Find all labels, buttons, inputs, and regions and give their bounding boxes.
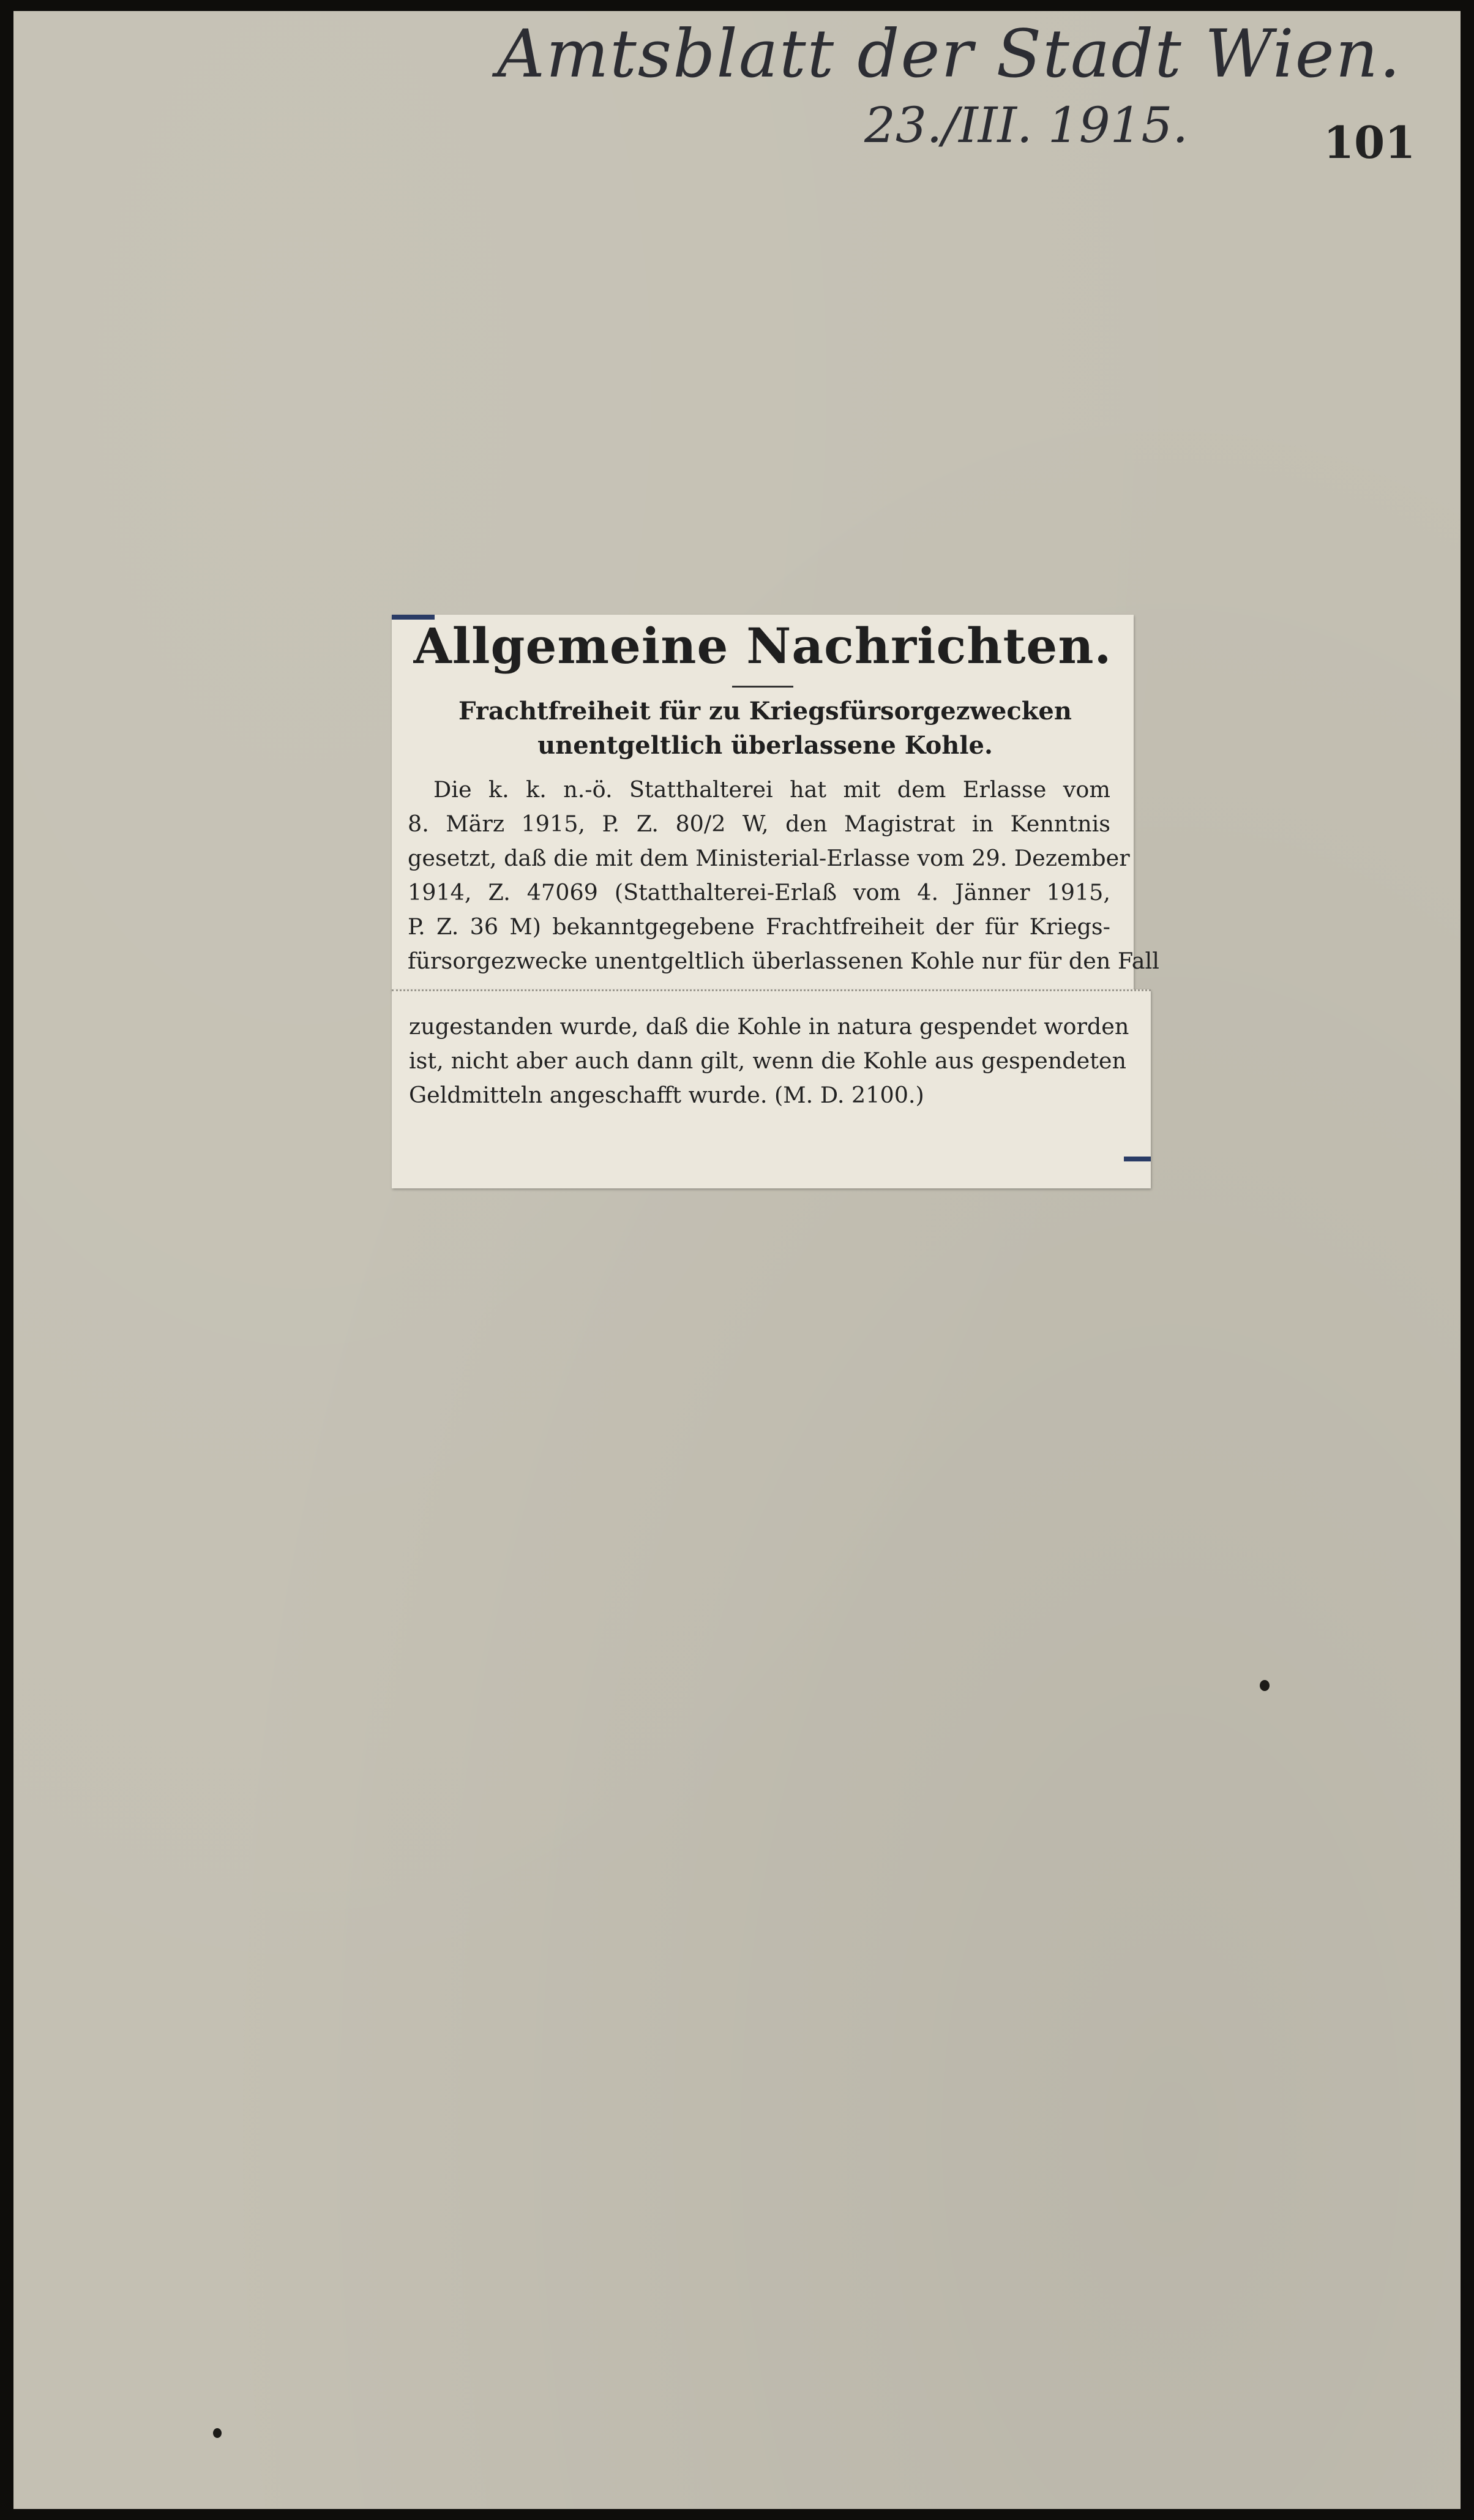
continuation-line: zugestanden wurde, daß die Kohle in natura gespendet worden xyxy=(409,1013,1129,1040)
handwritten-date-note: 23./III. 1915. xyxy=(864,97,1188,154)
clipping-body xyxy=(408,773,1159,978)
title-divider xyxy=(732,686,793,688)
continuation-line: ist, nicht aber auch dann gilt, wenn die Kohle aus gespendeten xyxy=(409,1048,1126,1074)
newspaper-clipping-bottom xyxy=(392,989,1151,1188)
page-number: 101 xyxy=(1323,116,1416,168)
paper-speck xyxy=(1260,1680,1270,1691)
body-line: gesetzt, daß die mit dem Ministerial-Erlasse vom 29. Dezember xyxy=(408,845,1130,871)
paper-speck xyxy=(213,2428,222,2438)
blue-pencil-mark xyxy=(1124,1157,1151,1161)
archive-sheet xyxy=(13,11,1461,2509)
handwritten-source-note: Amtsblatt der Stadt Wien. xyxy=(497,16,1402,92)
clipping-subtitle: Frachtfreiheit für zu Kriegsfürsorgezwecken unentgeltlich überlassene Kohle. xyxy=(458,697,1072,760)
clipping-continuation xyxy=(409,1010,1129,1112)
body-line: 8. März 1915, P. Z. 80/2 W, den Magistrat in Kenntnis xyxy=(408,811,1110,837)
clipping-title: Allgemeine Nachrichten. xyxy=(413,617,1112,675)
body-line: P. Z. 36 M) bekanntgegebene Frachtfreiheit der für Kriegs- xyxy=(408,913,1110,940)
body-line: fürsorgezwecke unentgeltlich überlassenen Kohle nur für den Fall xyxy=(408,948,1159,974)
body-line: Die k. k. n.-ö. Statthalterei hat mit dem Erlasse vom xyxy=(433,776,1110,803)
newspaper-clipping-top xyxy=(392,615,1159,992)
body-line: 1914, Z. 47069 (Statthalterei-Erlaß vom 4. Jänner 1915, xyxy=(408,879,1110,906)
continuation-line: Geldmitteln angeschafft wurde. (M. D. 2100.) xyxy=(409,1082,924,1108)
